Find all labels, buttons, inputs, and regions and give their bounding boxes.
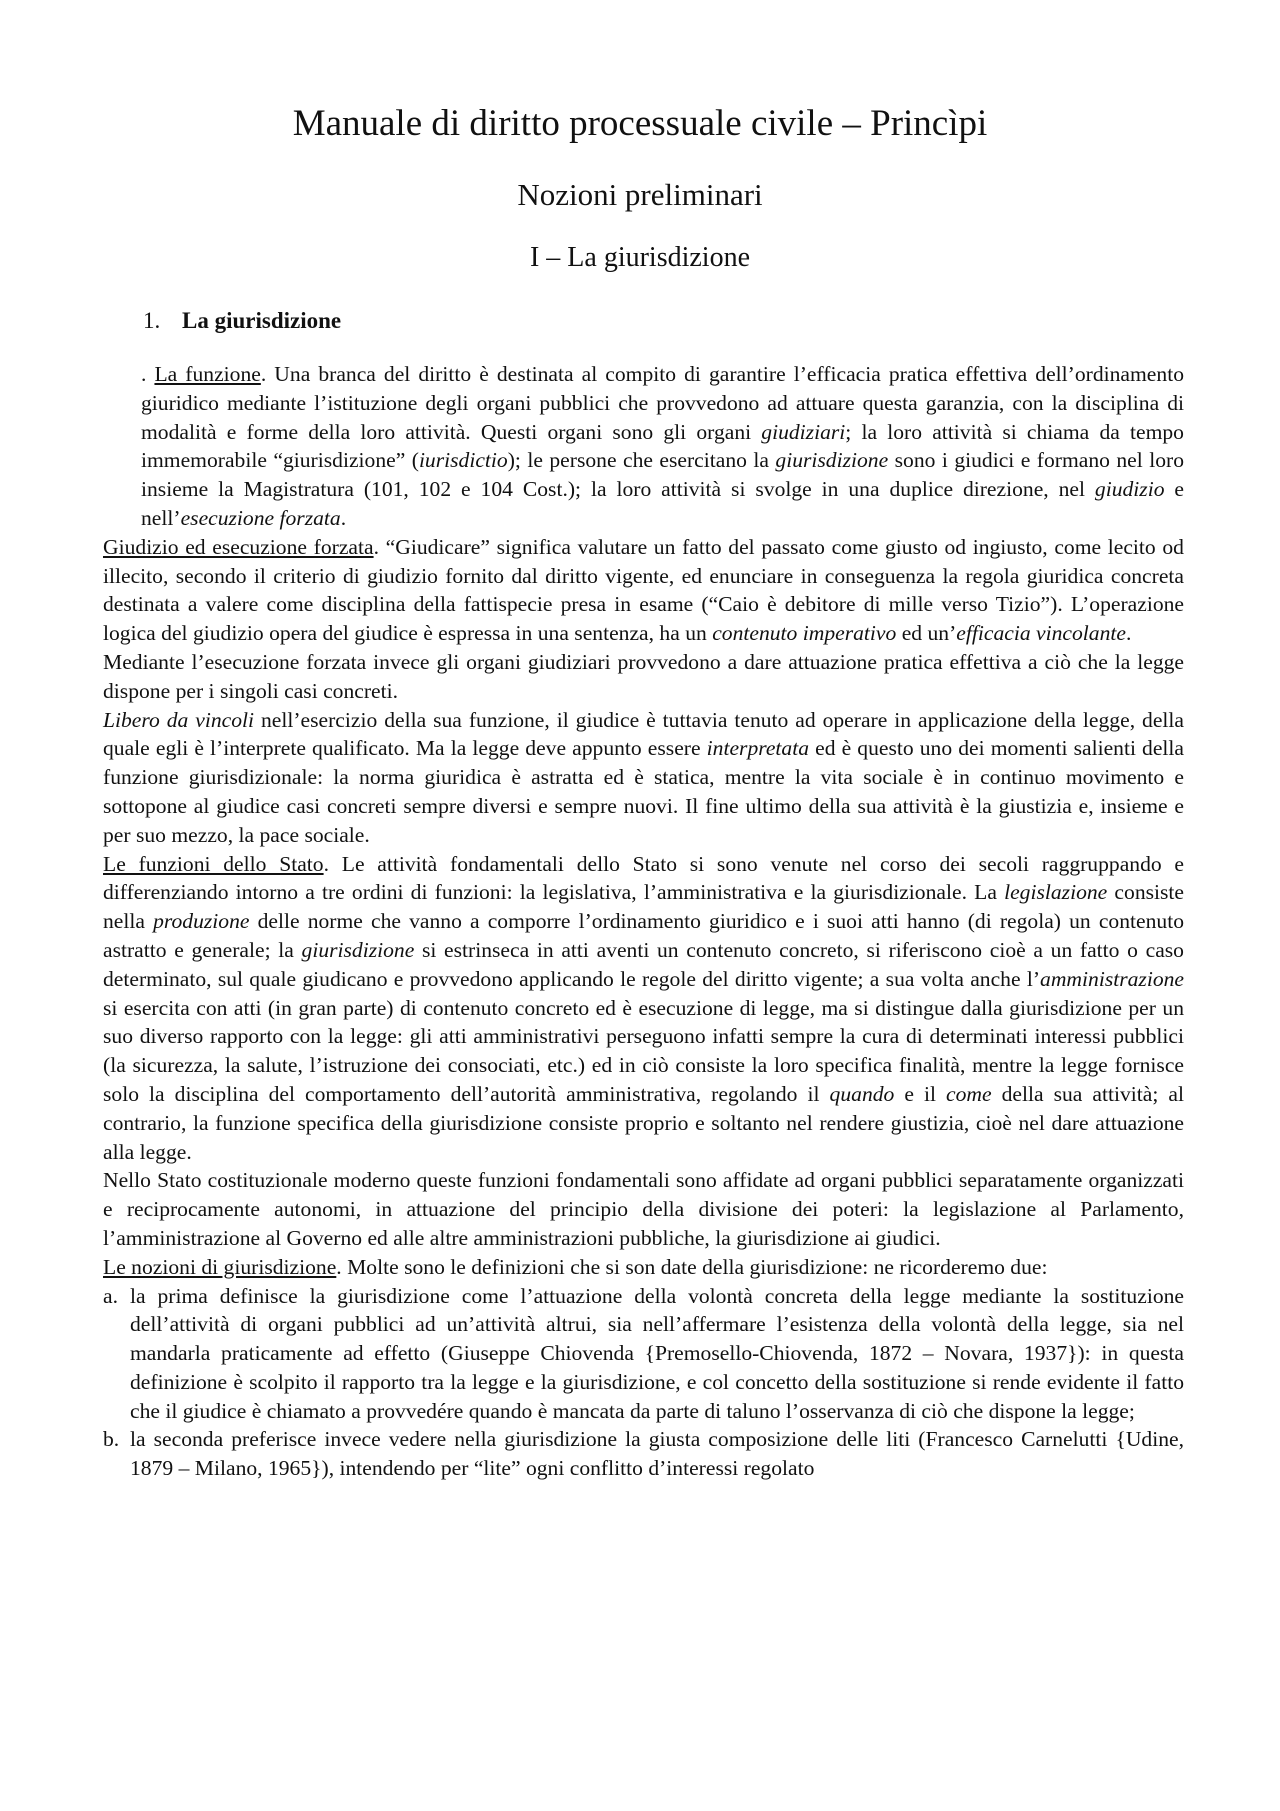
italic-text: efficacia vincolante: [956, 621, 1126, 646]
text-run: della sua attività; al contrario, la funzione specifica della giurisdizione consiste proprio e soltanto nel rendere giustizia, cioè nel dare attuazione alla legge.: [103, 1081, 1185, 1164]
paragraph-p4: [103, 706, 1184, 850]
text-run: .: [340, 505, 347, 530]
paragraph-p5: [103, 850, 1184, 1167]
text-run: nell’esercizio della sua funzione, il giudice è tuttavia tenuto ad operare in applicazione della legge, della quale egli è l’interprete qualificato. Ma la legge deve appunto essere: [103, 707, 1184, 761]
italic-text: legislazione: [1004, 880, 1108, 905]
text-run: delle norme che vanno a comporre l’ordinamento giuridico e i suoi atti hanno (di regola) un contenuto astratto e generale; la: [103, 909, 1184, 962]
list-item-text: la prima definisce la giurisdizione come l’attuazione della volontà concreta della legge mediante la sostituzione dell’attività di organi pubblici ad un’attività altrui, sia nell’affermare l’esistenza della volontà della legge, sia nel mandarla praticamente ad effetto (Giuseppe Chiovenda {Premosello-Chiovenda, 1872 – Novara, 1937}): in questa definizione è scolpito il rapporto tra la legge e la giurisdizione, e col concetto della sostituzione si rende evidente il fatto che il giudice è chiamato a provvedére quando è mancata da parte di taluno l’osservanza di ciò che dispone la legge;: [130, 1283, 1184, 1423]
list-item: [103, 1282, 1184, 1426]
italic-text: quando: [829, 1081, 895, 1106]
text-run: consiste nella: [103, 880, 1185, 934]
italic-text: Libero da vincoli: [103, 707, 255, 732]
underlined-heading: Le nozioni di giurisdizione: [103, 1254, 337, 1279]
italic-text: interpretata: [706, 736, 810, 761]
text-run: . Una branca del diritto è destinata al compito di garantire l’efficacia pratica effettiva dell’ordinamento giuridico mediante l’istituzione degli organi pubblici che provvedono ad attuare questa garanzia, con la disciplina di modalità e forme della loro attività. Questi organi sono gli organi: [141, 362, 1184, 444]
paragraph-p1: [103, 360, 1184, 533]
paragraph-container: [103, 360, 1184, 1282]
paragraph-p6: [103, 1166, 1184, 1252]
list-item-text: la seconda preferisce invece vedere nella giurisdizione la giusta composizione delle liti (Francesco Carnelutti {Udine, 1879 – Milano, 1965}), intendendo per “lite” ogni conflitto d’interessi regolato: [130, 1427, 1184, 1481]
text-run: . “Giudicare” significa valutare un fatto del passato come giusto od ingiusto, come lecito od illecito, secondo il criterio di giudizio fornito dal diritto vigente, ed enunciare in conseguenza la regola giuridica concreta destinata a valere come disciplina della fattispecie presa in esame (“Caio è debitore di mille verso Tizio”). L’operazione logica del giudizio opera del giudice è espressa in una sentenza, ha un: [103, 534, 1184, 646]
section-number: 1.: [143, 308, 161, 333]
document-subtitle: Nozioni preliminari: [517, 177, 763, 212]
list-marker: b.: [103, 1427, 120, 1452]
text-run: Nello Stato costituzionale moderno queste funzioni fondamentali sono affidate ad organi pubblici separatamente organizzati e reciprocamente autonomi, in attuazione del principio della divisione dei poteri: la legislazione al Parlamento, l’amministrazione al Governo ed alle altre amministrazioni pubbliche, la giurisdizione ai giudici.: [103, 1168, 1184, 1250]
text-run: .: [1125, 621, 1132, 646]
italic-text: giurisdizione: [775, 448, 889, 473]
text-run: ed è questo uno dei momenti salienti della funzione giurisdizionale: la norma giuridica è astratta ed è statica, mentre la vita sociale è in continuo movimento e sottopone al giudice casi concreti sempre diversi e sempre nuovi. Il fine ultimo della sua attività è la giustizia e, insieme e per suo mezzo, la pace sociale.: [103, 736, 1185, 847]
text-run: .: [141, 362, 155, 386]
italic-text: giudizio: [1094, 477, 1165, 502]
definitions-list: [103, 1282, 1184, 1484]
paragraph-p2: [103, 533, 1184, 648]
text-run: ; la loro attività si chiama da tempo immemorabile “giurisdizione” (: [141, 419, 1184, 473]
italic-text: amministrazione: [1040, 966, 1184, 991]
text-run: sono i giudici e formano nel loro insieme la Magistratura (101, 102 e 104 Cost.); la loro attività si svolge in una duplice direzione, nel: [141, 448, 1184, 502]
text-run: e il: [894, 1081, 947, 1106]
text-run: e nell’: [141, 477, 1185, 530]
list-item: [103, 1425, 1184, 1483]
paragraph-p3: [103, 648, 1184, 706]
italic-text: iurisdictio: [418, 448, 508, 473]
italic-text: giurisdizione: [301, 937, 415, 962]
italic-text: esecuzione forzata: [180, 505, 341, 530]
italic-text: come: [946, 1081, 992, 1106]
text-run: ); le persone che esercitano la: [507, 448, 776, 473]
chapter-heading: I – La giurisdizione: [529, 242, 751, 273]
text-run: . Molte sono le definizioni che si son date della giurisdizione: ne ricorderemo due:: [336, 1254, 1048, 1279]
text-run: si estrinseca in atti aventi un contenuto concreto, si riferiscono cioè a un fatto o caso determinato, sul quale giudicano e provvedono applicando le regole del diritto vigente; a sua volta anche l’: [103, 937, 1184, 991]
list-marker: a.: [103, 1283, 118, 1308]
document-title: Manuale di diritto processuale civile – Princìpi: [292, 103, 988, 144]
text-run: Mediante l’esecuzione forzata invece gli organi giudiziari provvedono a dare attuazione pratica effettiva a ciò che la legge dispone per i singoli casi concreti.: [103, 649, 1184, 703]
italic-text: contenuto imperativo: [712, 621, 897, 646]
section-heading: [143, 306, 341, 336]
underlined-heading: Le funzioni dello Stato: [103, 851, 324, 876]
paragraph-p7: [103, 1253, 1184, 1282]
underlined-heading: Giudizio ed esecuzione forzata: [103, 534, 374, 559]
text-run: . Le attività fondamentali dello Stato si sono venute nel corso dei secoli raggruppando e differenziando intorno a tre ordini di funzioni: la legislativa, l’amministrativa e la giurisdizionale. La: [103, 851, 1185, 905]
text-run: si esercita con atti (in gran parte) di contenuto concreto ed è esecuzione di legge, ma si distingue dalla giurisdizione per un suo diverso rapporto con la legge: gli atti amministrativi perseguono infatti sempre la cura di determinati interessi pubblici (la sicurezza, la salute, l’istruzione dei consociati, etc.) ed in ciò consiste la loro specifica finalità, mentre la legge fornisce solo la disciplina del comportamento dell’autorità amministrativa, regolando il: [103, 995, 1184, 1106]
section-title: La giurisdizione: [182, 308, 342, 333]
body-text: [103, 360, 1184, 1483]
underlined-heading: La funzione: [154, 362, 261, 386]
italic-text: giudiziari: [761, 419, 846, 444]
text-run: ed un’: [896, 621, 957, 646]
italic-text: produzione: [153, 909, 250, 934]
